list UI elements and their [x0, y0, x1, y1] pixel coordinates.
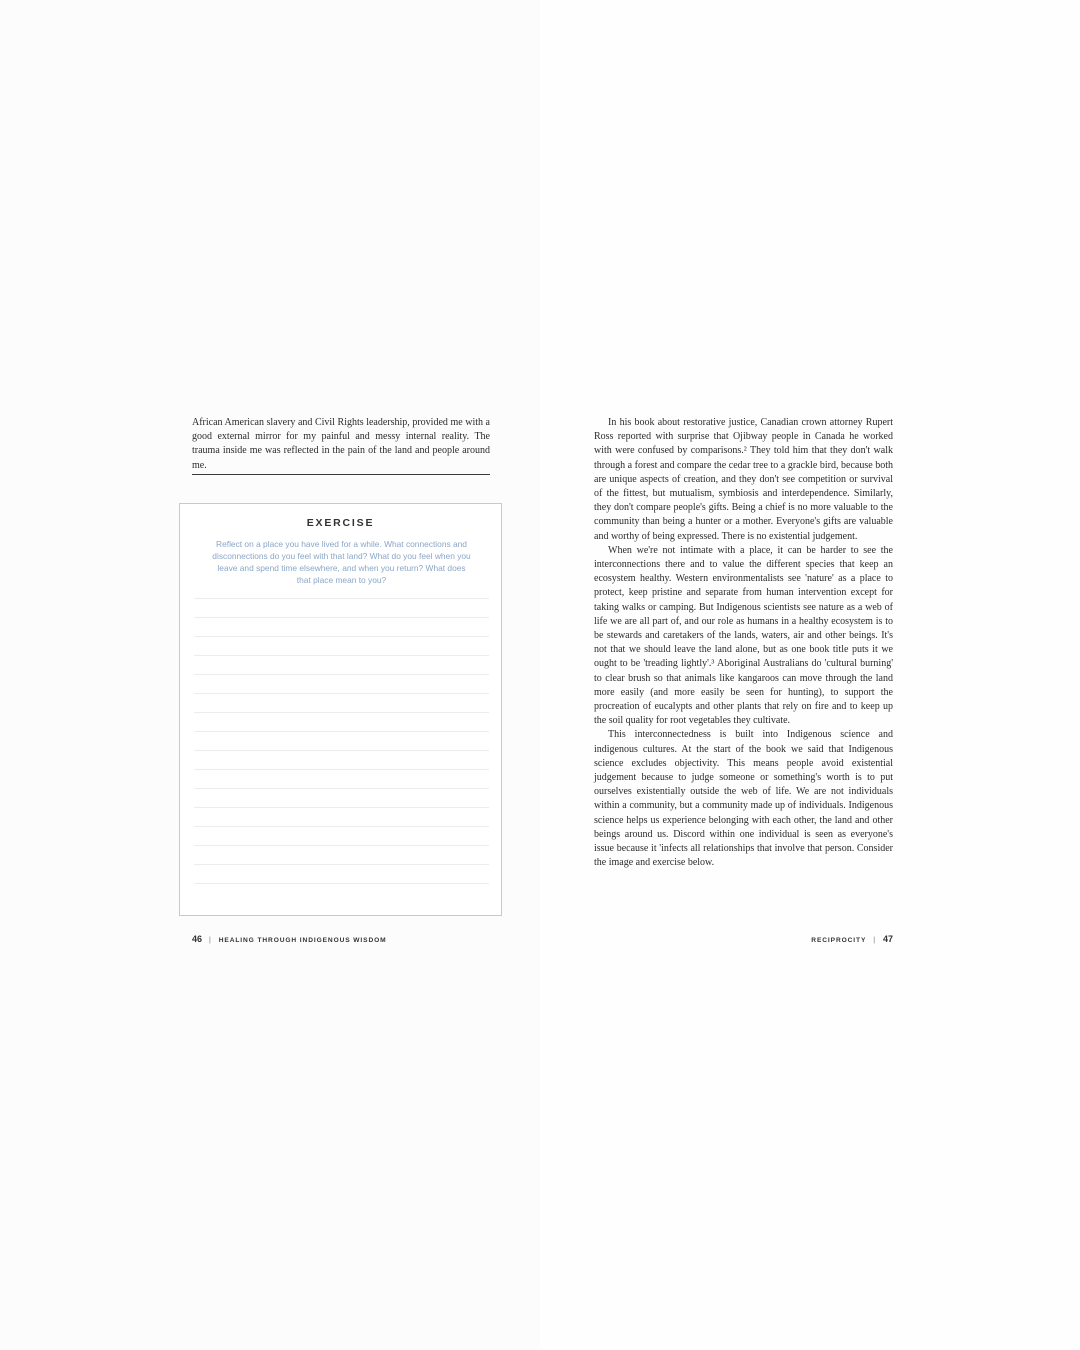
exercise-box: [179, 503, 502, 916]
writing-line: [194, 807, 489, 808]
writing-line: [194, 693, 489, 694]
writing-line: [194, 598, 489, 599]
writing-line: [194, 731, 489, 732]
page-number: 47: [882, 934, 893, 944]
writing-line: [194, 674, 489, 675]
left-paragraph: African American slavery and Civil Rights leadership, provided me with a good external mirror for my painful and messy internal reality. The trauma inside me was reflected in the pain of the land and people around me.: [192, 417, 490, 471]
writing-line: [194, 636, 489, 637]
writing-line: [194, 788, 489, 789]
paragraph: This interconnectedness is built into Indigenous science and indigenous cultures. At the start of the book we said that Indigenous science excludes objectivity. This means people avoid existential judgement because to judge someone or something's worth is to put ourselves existentially outside the web of life. We are not individuals within a community, but a community made up of individuals. Indigenous science helps us experience belonging with each other, the land and other beings around us. Discord within one individual is seen as everyone's issue because it 'infects all relationships that involve that person. Consider the image and exercise below.: [594, 729, 893, 869]
writing-line: [194, 845, 489, 846]
writing-line: [194, 617, 489, 618]
writing-line: [194, 826, 489, 827]
writing-line: [194, 750, 489, 751]
section-divider: [192, 474, 490, 475]
page-number: 46: [192, 934, 203, 944]
footer-separator: |: [873, 937, 876, 944]
running-title: RECIPROCITY: [811, 937, 867, 944]
writing-line: [194, 712, 489, 713]
right-body-text: [594, 416, 893, 871]
right-footer: [811, 934, 893, 944]
running-title: HEALING THROUGH INDIGENOUS WISDOM: [218, 937, 387, 944]
writing-line: [194, 864, 489, 865]
paragraph: When we're not intimate with a place, it can be harder to see the interconnections there and to value the different species that keep an ecosystem healthy. Western environmentalists see 'nature' as a place to protect, keep pristine and separate from human intervention except for taking walks or camping. But Indigenous scientists see nature as a web of life we are all part of, and our role as humans in a healthy ecosystem is to be stewards and caretakers of the lands, waters, air and other beings. It's not that we should leave the land alone, but as one book title puts it we ought to be 'treading lightly'.³ Aboriginal Australians do 'cultural burning' to clear brush so that animals like kangaroos can move through the land more easily (and more easily be seen for hunting), to support the procreation of eucalypts and other plants that rely on fire and to keep up the soil quality for root vegetables they cultivate.: [594, 544, 893, 727]
writing-line: [194, 883, 489, 884]
writing-lines[interactable]: [194, 598, 489, 898]
exercise-prompt: Reflect on a place you have lived for a while. What connections and disconnections do you feel with that land? What do you feel when you leave and spend time elsewhere, and when you return? What does that place mean to you?: [212, 539, 471, 585]
footer-separator: |: [209, 937, 212, 944]
paragraph: In his book about restorative justice, Canadian crown attorney Rupert Ross reported with surprise that Ojibway people in Canada he worked with were confused by comparisons.² They told him that they don't walk through a forest and compare the cedar tree to a grackle bird, because both are unique aspects of creation, and they don't see competition or survival of the fittest, but mutualism, symbiosis and interdependence. Similarly, they don't compare people's gifts. Being a chief is no more valuable to the community than being a hunter or a mother. Everyone's gifts are valuable and worthy of being expressed. There is no existential judgement.: [594, 417, 893, 542]
writing-line: [194, 769, 489, 770]
exercise-title: EXERCISE: [306, 517, 375, 529]
left-footer: [192, 934, 387, 944]
writing-line: [194, 655, 489, 656]
